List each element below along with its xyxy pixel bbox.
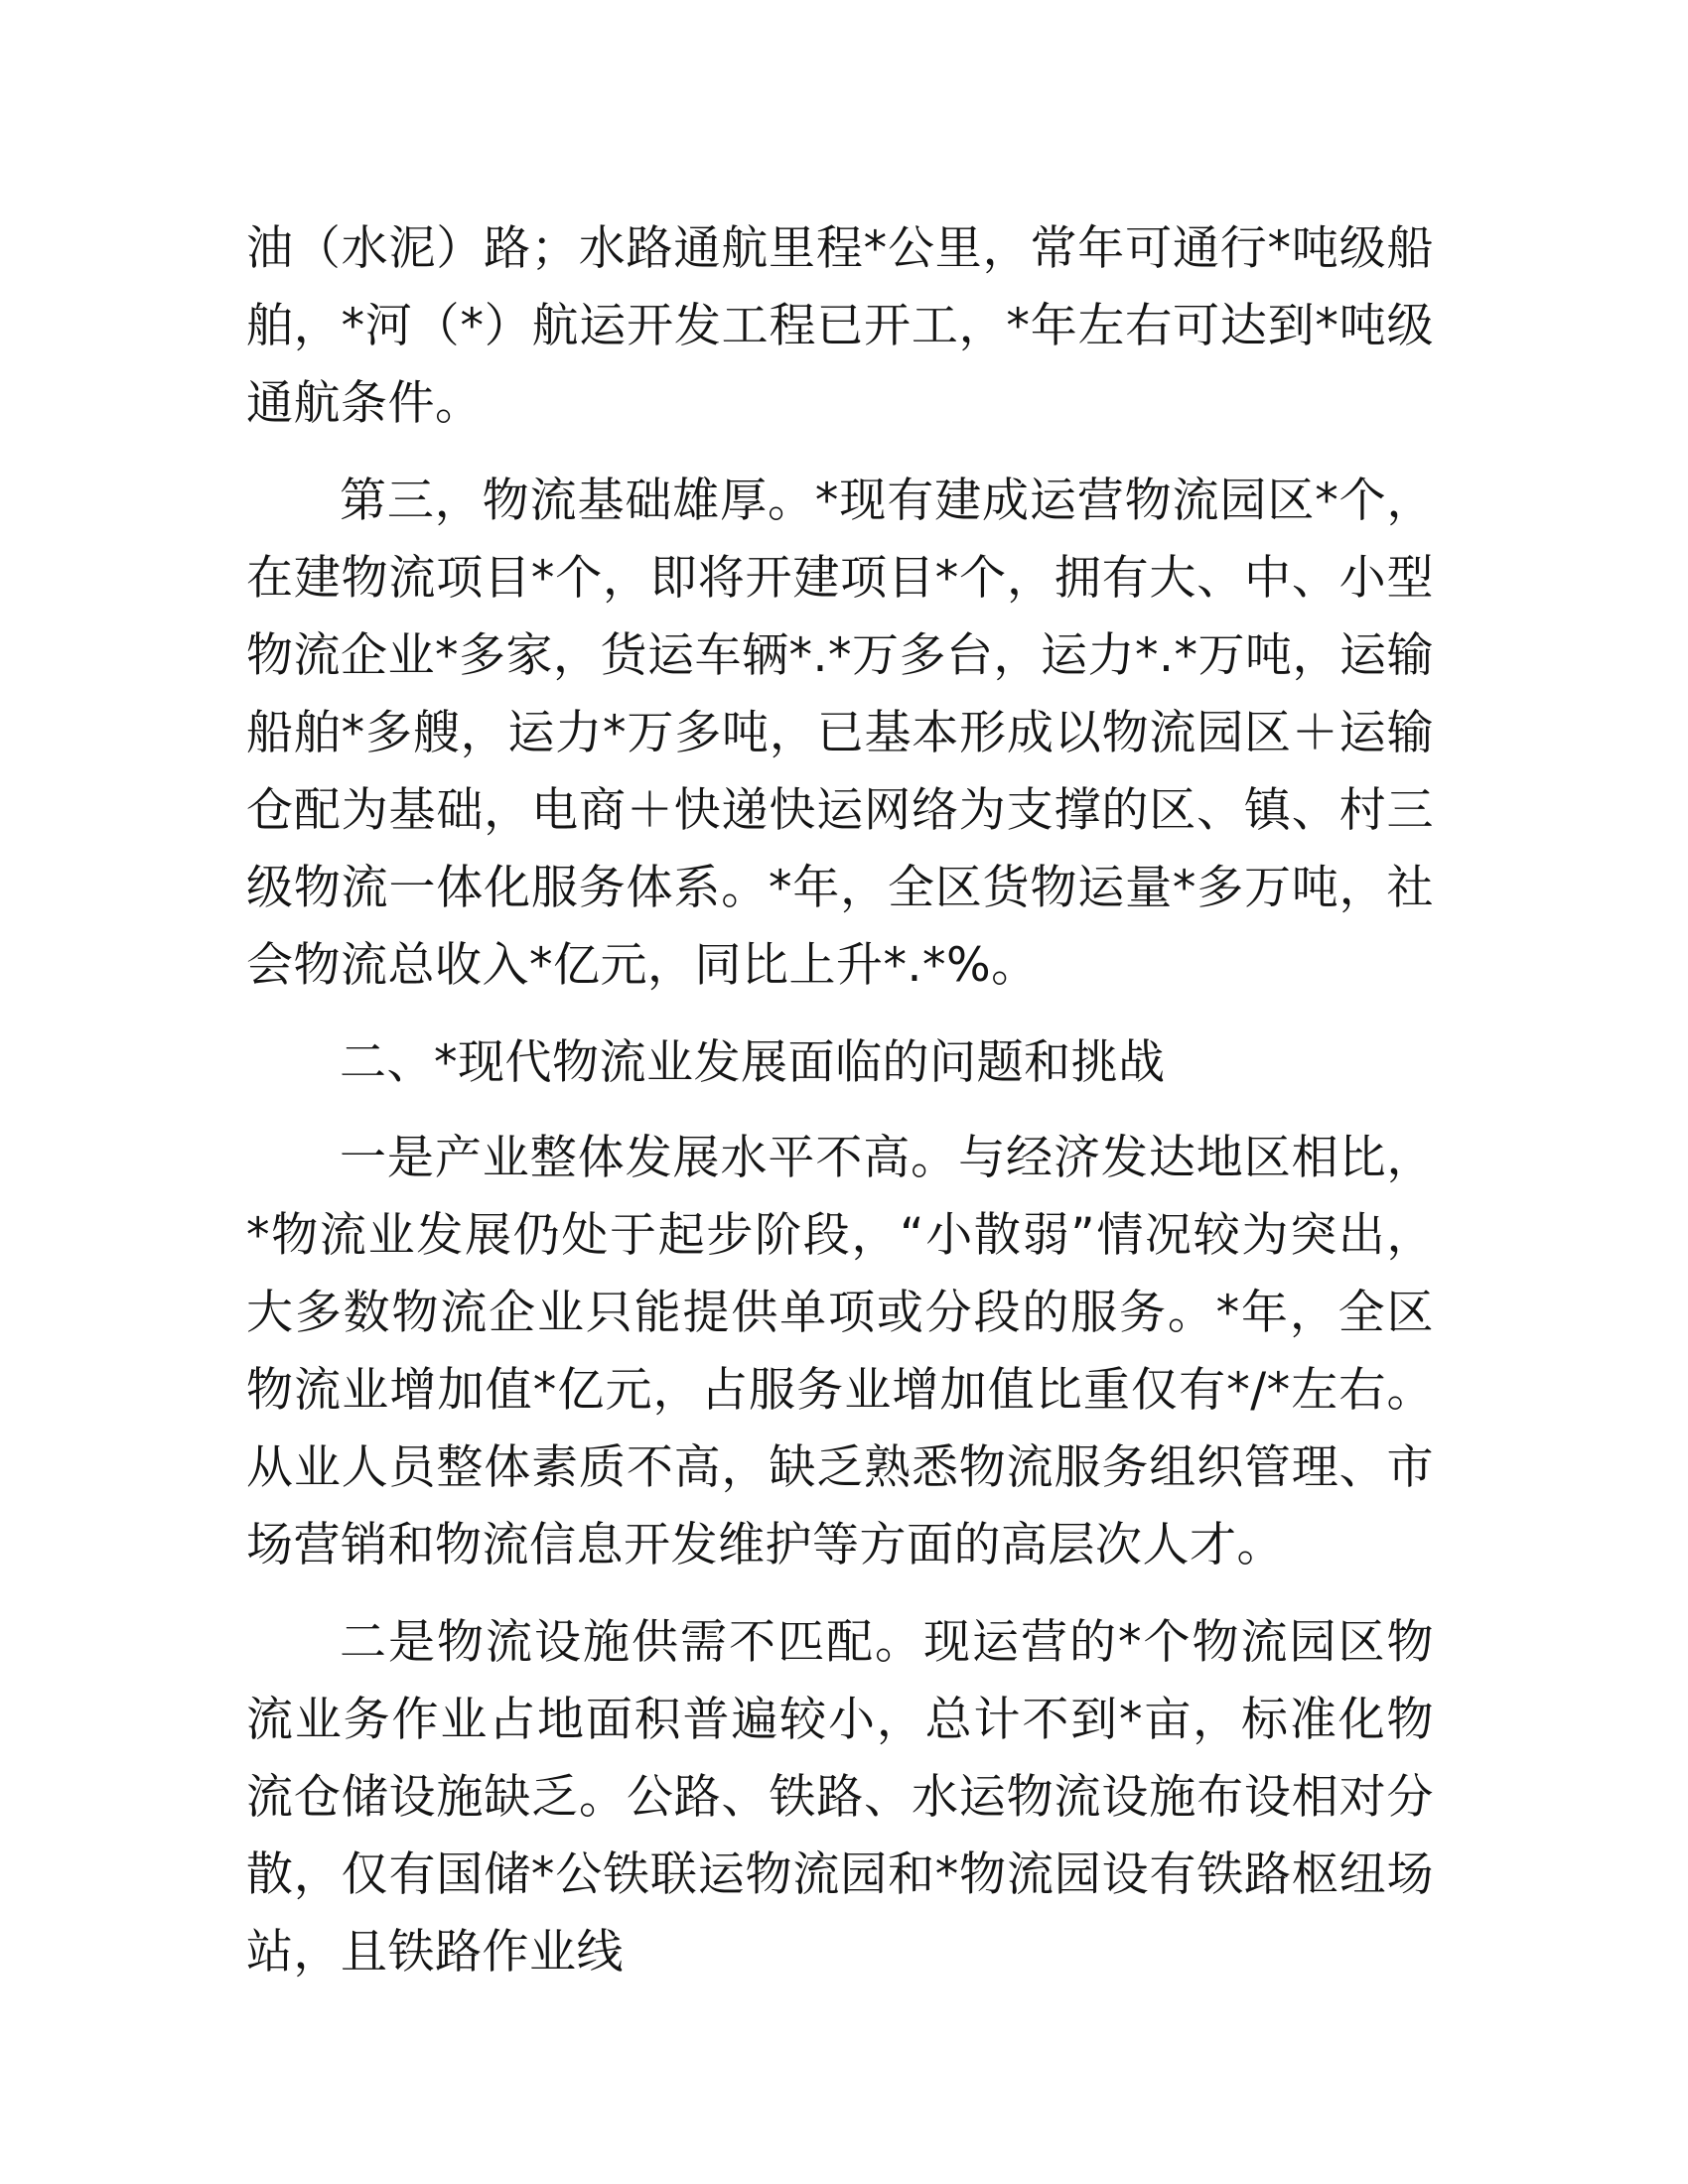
paragraph-logistics-foundation: 第三，物流基础雄厚。*现有建成运营物流园区*个，在建物流项目*个，即将开建项目*个，拥有大、中、小型物流企业*多家，货运车辆*.*万多台，运力*.*万吨，运输船舶*多艘，运力*万多吨，已基本形成以物流园区＋运输仓配为基础，电商＋快递快运网络为支撑的区、镇、村三级物流一体化服务体系。*年，全区货物运量*多万吨，社会物流总收入*亿元，同比上升*.*%。 <box>246 474 1434 993</box>
paragraph-industry-level: 一是产业整体发展水平不高。与经济发达地区相比，*物流业发展仍处于起步阶段，“小散弱”情况较为突出，大多数物流企业只能提供单项或分段的服务。*年，全区物流业增加值*亿元，占服务业增加值比重仅有*/*左右。从业人员整体素质不高，缺乏熟悉物流服务组织管理、市场营销和物流信息开发维护等方面的高层次人才。 <box>246 1131 1434 1572</box>
document-page <box>246 210 1434 2011</box>
paragraph-facility-mismatch: 二是物流设施供需不匹配。现运营的*个物流园区物流业务作业占地面积普遍较小，总计不到*亩，标准化物流仓储设施缺乏。公路、铁路、水运物流设施布设相对分散，仅有国储*公铁联运物流园和*物流园设有铁路枢纽场站，且铁路作业线 <box>246 1615 1434 1979</box>
paragraph-road-water-transport: 油（水泥）路；水路通航里程*公里，常年可通行*吨级船舶，*河（*）航运开发工程已开工，*年左右可达到*吨级通航条件。 <box>246 221 1434 431</box>
section-heading-problems-challenges: 二、*现代物流业发展面临的问题和挑战 <box>340 1035 1166 1090</box>
